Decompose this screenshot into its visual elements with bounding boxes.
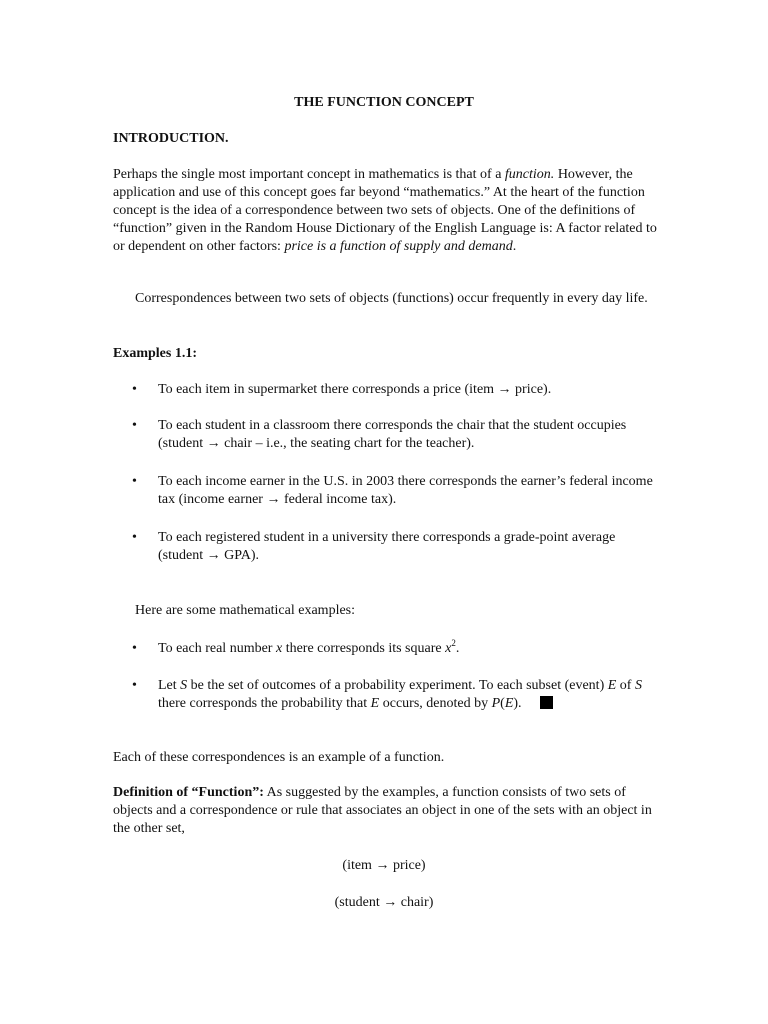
list-item: • To each real number x there corresponds its square $x^2$. [132, 638, 460, 656]
examples-heading: Examples 1.1: [113, 346, 197, 361]
list-item: • To each item in supermarket there corresponds a price (item → price). [132, 382, 552, 397]
bullet-icon: • [132, 474, 137, 489]
math-examples-intro: Here are some mathematical examples: [135, 603, 356, 618]
list-item: • Let S be the set of outcomes of a probability experiment. To each subset (event) E of S there corresponds the probability that E occurs, denoted by P(E). [132, 678, 642, 711]
summary-paragraph: Each of these correspondences is an example of a function. [113, 750, 445, 765]
list-item: • To each student in a classroom there corresponds the chair that the student occupies (student → chair – i.e., the seating chart for the teacher). [132, 418, 627, 451]
list-item: • To each income earner in the U.S. in 2003 there corresponds the earner’s federal income tax (income earner → federal income tax). [132, 474, 653, 507]
intro-paragraph: Perhaps the single most important concept in mathematics is that of a function. However, the application and use of this concept goes far beyond “mathematics.” At the heart of the function concept is the idea of a correspondence between two sets of objects. One of the definitions of “function” given in the Random House Dictionary of the English Language is: A factor related to or dependent on other factors: price is a function of supply and demand. [113, 167, 657, 254]
dictionary-quote: price is a function of supply and demand [284, 239, 513, 254]
page-title: THE FUNCTION CONCEPT [294, 95, 474, 110]
display-student-chair: (student → chair) [334, 895, 434, 910]
definition-label: Definition of “Function”: [113, 785, 264, 800]
definition-paragraph: Definition of “Function”: As suggested by the examples, a function consists of two sets of objects and a correspondence or rule that associates an object in one of the sets with an object in the other set, [113, 785, 652, 836]
display-item-price: (item → price) [342, 858, 426, 873]
bullet-icon: • [132, 530, 137, 545]
intro-heading: INTRODUCTION. [113, 131, 229, 146]
function-word: function. [504, 167, 555, 182]
bullet-icon: • [132, 641, 137, 656]
bullet-icon: • [132, 382, 137, 397]
bullet-icon: • [132, 418, 137, 433]
list-item: • To each registered student in a university there corresponds a grade-point average (student → GPA). [132, 530, 616, 563]
correspondences-paragraph: Correspondences between two sets of objects (functions) occur frequently in every day life. [135, 291, 648, 306]
bullet-icon: • [132, 678, 137, 693]
qed-square-icon [540, 696, 553, 709]
